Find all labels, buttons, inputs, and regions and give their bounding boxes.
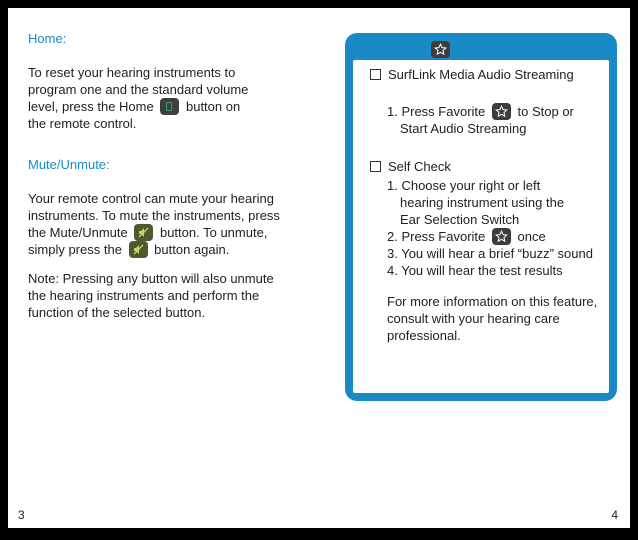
page-number-left: 3 (18, 508, 25, 522)
home-text-2: button on the remote control. (28, 99, 241, 131)
manual-spread (8, 8, 630, 528)
surflink-step-1a: 1. Press Favorite (387, 104, 486, 119)
mute-paragraph (28, 190, 288, 258)
home-paragraph (28, 64, 256, 132)
favorite-title (361, 41, 611, 58)
self-check-step-2a: 2. Press Favorite (387, 229, 486, 244)
mute-button-icon (134, 224, 153, 241)
left-page-content (28, 30, 293, 321)
self-check-step-3: 3. You will hear a brief “buzz” sound (387, 246, 593, 261)
self-check-step-2 (361, 228, 576, 245)
home-button-icon (160, 98, 179, 115)
star-icon-2 (492, 103, 511, 120)
option-surflink (361, 66, 611, 83)
mute-button-icon-2 (129, 241, 148, 258)
option-self-check (361, 158, 611, 175)
option-surflink-label: SurfLink Media Audio Streaming (388, 67, 574, 82)
surflink-steps (361, 103, 591, 137)
more-info: For more information on this feature, consult with your hearing care professional. (387, 294, 598, 343)
favorite-title-1: My favorite (361, 42, 425, 57)
self-check-step-1: 1. Choose your right or left hearing instrument using the Ear Selection Switch (387, 178, 565, 227)
star-icon (431, 41, 450, 58)
self-check-step-2b: once (517, 229, 546, 244)
checkbox-surflink[interactable] (370, 69, 381, 80)
favorite-title-2: button is: (456, 42, 510, 57)
mute-text-3: button again. (154, 242, 230, 257)
home-text-1: To reset your hearing instruments to program one and the standard volume level, press the Home (28, 65, 249, 114)
surflink-step-1 (361, 103, 591, 137)
favorite-panel-content (361, 41, 611, 344)
note-paragraph: Note: Pressing any button will also unmute the hearing instruments and perform the function of the selected button. (28, 271, 274, 320)
mute-text-1: Your remote control can mute your hearing instruments. To mute the instruments, press the Mute/Unmute (28, 191, 280, 240)
home-heading: Home: (28, 31, 67, 46)
surflink-step-1b: to Stop or Start Audio Streaming (400, 104, 574, 136)
option-self-check-label: Self Check (388, 159, 451, 174)
mute-heading: Mute/Unmute: (28, 157, 110, 172)
self-check-step-4: 4. You will hear the test results (387, 263, 563, 278)
page-number-right: 4 (611, 508, 618, 522)
checkbox-self-check[interactable] (370, 161, 381, 172)
mute-text-2: button. To unmute, simply press the (28, 225, 268, 257)
star-icon-3 (492, 228, 511, 245)
self-check-steps (361, 177, 593, 279)
